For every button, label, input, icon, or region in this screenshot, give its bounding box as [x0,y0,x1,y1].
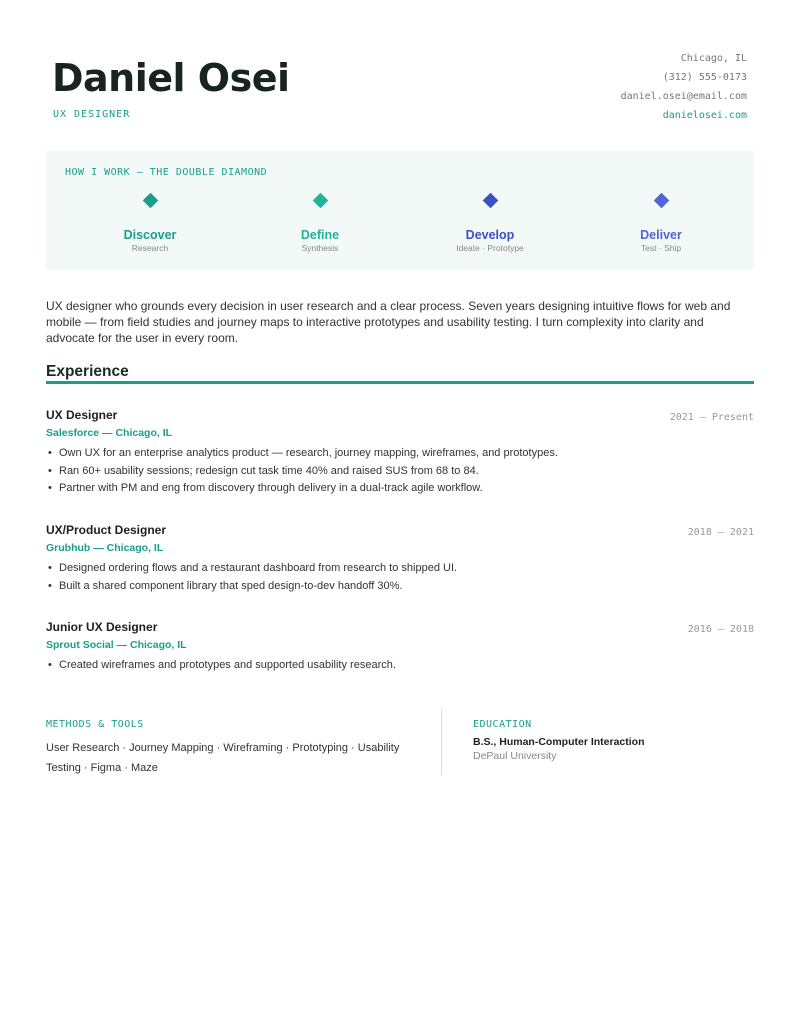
phase-deliver [591,195,731,253]
job-bullet: • Designed ordering flows and a restaurant dashboard from research to shipped UI. [46,560,754,578]
resume-role: UX DESIGNER [53,109,131,120]
column-divider [441,709,442,775]
education-section [473,719,753,762]
phase-subtitle: Test · Ship [640,243,682,253]
contact-location: Chicago, IL [680,53,747,64]
phase-discover [80,195,220,253]
job-title: UX/Product Designer [46,523,167,537]
phase-subtitle: Research [131,243,169,253]
phase-develop [420,195,560,253]
phase-name: Discover [123,228,177,242]
job-company: Sprout Social — Chicago, IL [46,639,187,651]
education-label: EDUCATION [473,719,532,730]
job-dates: 2021 — Present [669,412,754,423]
experience-heading: Experience [46,363,129,380]
tools-label: METHODS & TOOLS [46,719,144,730]
process-title: HOW I WORK — THE DOUBLE DIAMOND [65,167,268,178]
process-panel [46,151,754,270]
diamond-icon [482,193,498,209]
phase-subtitle: Ideate · Prototype [456,243,524,253]
tools-section [46,719,426,778]
education-school: DePaul University [473,750,557,762]
phase-name: Develop [465,228,515,242]
job-bullet: • Built a shared component library that sped design-to-dev handoff 30%. [46,578,754,596]
tools-list: User Research · Journey Mapping · Wireframing · Prototyping · Usability Testing · Figma · Maze [46,742,400,774]
phase-define [250,195,390,253]
job-dates: 2018 — 2021 [687,527,754,538]
contact-block [621,52,747,128]
job-title: UX Designer [46,408,118,422]
contact-website[interactable]: danielosei.com [662,110,747,121]
contact-email[interactable]: daniel.osei@email.com [620,91,747,102]
diamond-icon [653,193,669,209]
job-bullet: • Created wireframes and prototypes and supported usability research. [46,657,754,675]
job-company: Salesforce — Chicago, IL [46,427,173,439]
job-bullets [46,560,754,595]
phase-name: Define [300,228,340,242]
job-company: Grubhub — Chicago, IL [46,542,164,554]
phase-subtitle: Synthesis [301,243,339,253]
job-bullets [46,657,754,675]
job-bullets [46,445,754,498]
job-bullet: • Ran 60+ usability sessions; redesign cut task time 40% and raised SUS from 68 to 84. [46,463,754,481]
phase-name: Deliver [640,228,682,242]
contact-phone: (312) 555-0173 [662,72,747,83]
job-entry [46,408,754,498]
job-entry [46,620,754,675]
job-dates: 2016 — 2018 [687,624,754,635]
education-degree: B.S., Human-Computer Interaction [473,736,645,748]
diamond-icon [312,193,328,209]
job-title: Junior UX Designer [46,620,158,634]
summary-paragraph: UX designer who grounds every decision in user research and a clear process. Seven years designing intuitive flows for web and mobile — from field studies and journey maps to interactive prototypes and usability testing. I turn complexity into clarity and advocate for the user in every room. [46,299,731,345]
resume-name: Daniel Osei [52,56,290,100]
job-entry [46,523,754,595]
job-bullet: • Partner with PM and eng from discovery through delivery in a dual-track agile workflow. [46,480,754,498]
diamond-icon [142,193,158,209]
job-bullet: • Own UX for an enterprise analytics product — research, journey mapping, wireframes, and prototypes. [46,445,754,463]
section-divider [46,381,754,384]
